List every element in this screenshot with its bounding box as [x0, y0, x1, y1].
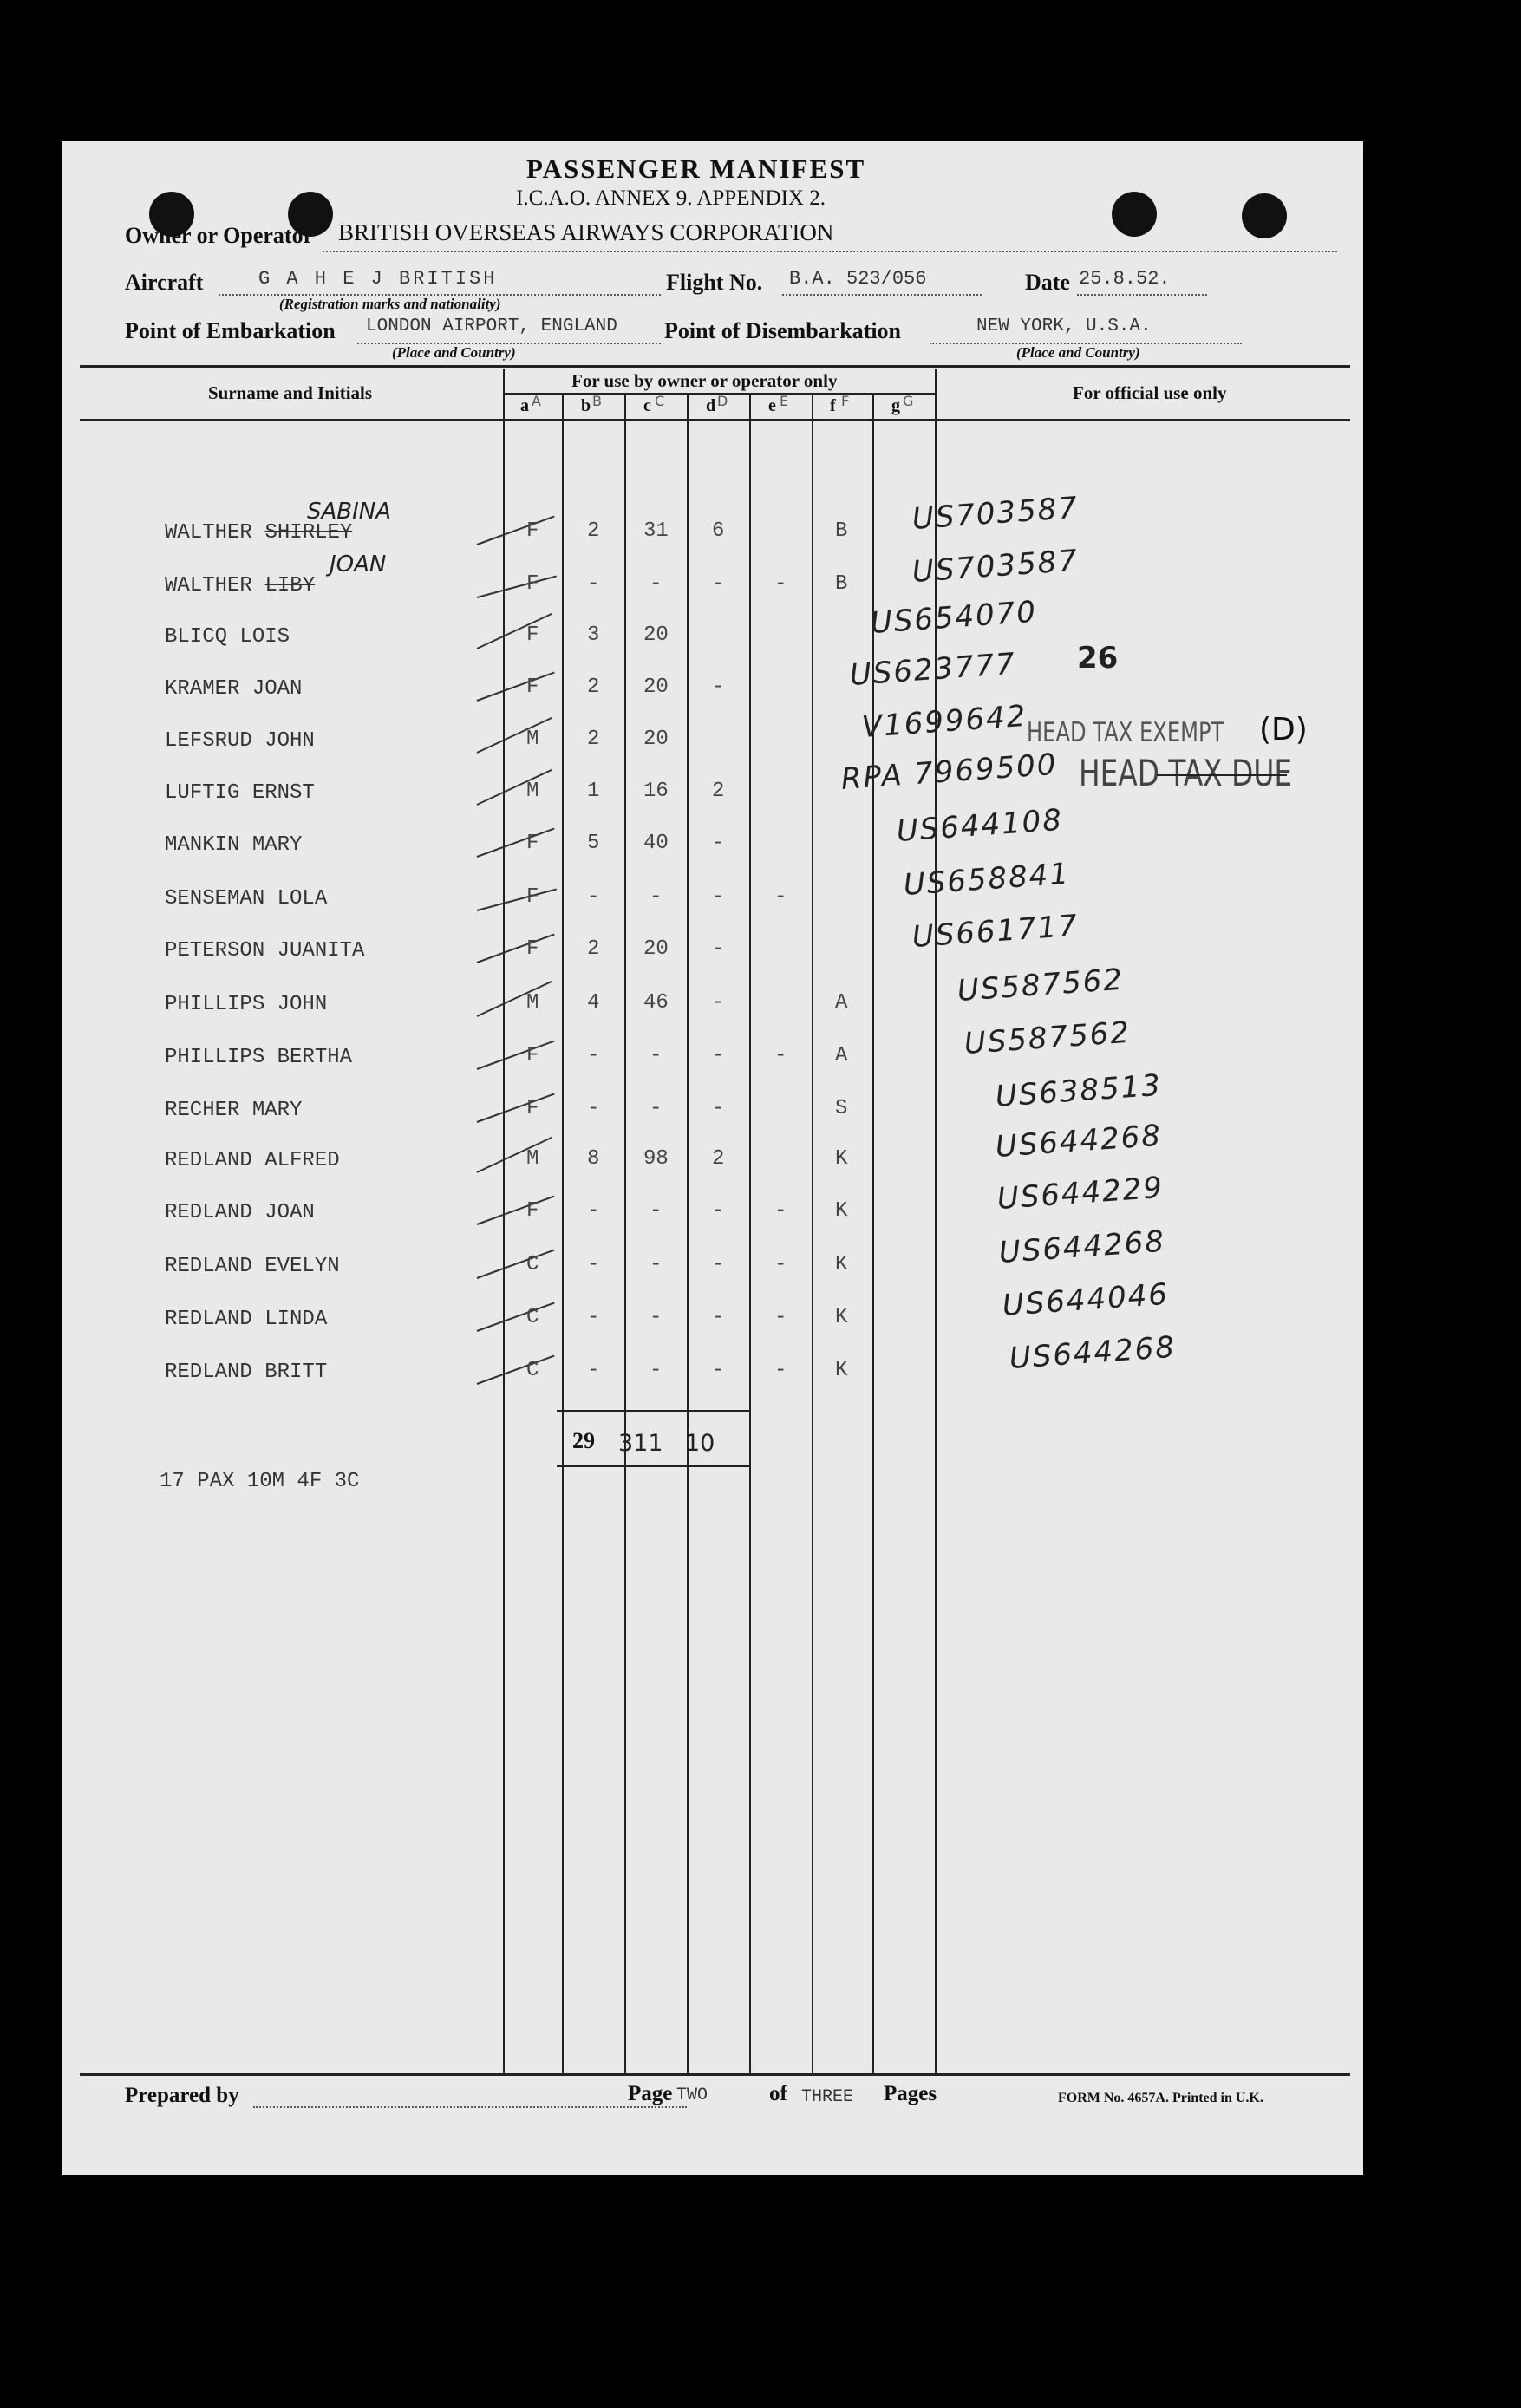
manifest-page [62, 141, 1363, 2175]
cell-a: M [526, 780, 539, 803]
aircraft-label: Aircraft [125, 270, 204, 295]
of-label: of [769, 2082, 787, 2105]
column-letter-c: c [643, 396, 651, 415]
passport-number: US654070 [869, 594, 1039, 641]
cell-c: - [650, 1044, 663, 1067]
passenger-name: KRAMER JOAN [165, 677, 303, 701]
cell-a: F [526, 885, 539, 909]
passenger-name: REDLAND ALFRED [165, 1149, 340, 1172]
cell-b: - [587, 1097, 600, 1120]
passport-number: US644108 [895, 802, 1065, 849]
column-letter-f: f [830, 396, 836, 415]
cell-c: 20 [643, 937, 669, 961]
passport-number: US658841 [902, 856, 1072, 903]
cell-f: K [835, 1199, 848, 1223]
cell-c: 46 [643, 991, 669, 1015]
cell-d: 6 [712, 519, 725, 543]
cell-a: C [526, 1306, 539, 1329]
check-tick [477, 613, 552, 649]
cell-d: - [712, 1044, 725, 1067]
flight-label: Flight No. [666, 270, 763, 295]
check-tick [477, 934, 555, 963]
column-divider [562, 393, 564, 2073]
column-letter-g: g [891, 396, 900, 415]
check-tick [477, 1250, 555, 1279]
passenger-name: REDLAND EVELYN [165, 1255, 340, 1278]
passport-number: US587562 [956, 962, 1126, 1008]
column-letter-handwritten: B [592, 393, 602, 409]
cell-e: - [774, 1199, 787, 1223]
cell-b: 4 [587, 991, 600, 1015]
passport-number: US661717 [911, 908, 1080, 955]
cell-d: - [712, 1253, 725, 1276]
check-tick [477, 769, 552, 806]
cell-a: M [526, 991, 539, 1015]
cell-a: F [526, 832, 539, 855]
cell-d: - [712, 1199, 725, 1223]
cell-b: - [587, 1199, 600, 1223]
column-letter-handwritten: E [780, 393, 789, 409]
check-tick [477, 1196, 555, 1225]
cell-f: K [835, 1147, 848, 1171]
cell-c: 40 [643, 832, 669, 855]
date-value: 25.8.52. [1079, 268, 1171, 290]
check-tick [477, 1093, 555, 1123]
struck-name: SHIRLEY [264, 521, 353, 545]
cell-b: - [587, 572, 600, 596]
punch-hole-3 [1112, 192, 1157, 237]
cell-c: 31 [643, 519, 669, 543]
cell-e: - [774, 1044, 787, 1067]
punch-hole-4 [1242, 193, 1287, 238]
cell-e: - [774, 885, 787, 909]
cell-a: C [526, 1359, 539, 1382]
cell-d: - [712, 1306, 725, 1329]
passport-number: US703587 [911, 490, 1080, 537]
cell-b: - [587, 1253, 600, 1276]
embarkation-value: LONDON AIRPORT, ENGLAND [366, 316, 617, 336]
column-letter-handwritten: D [717, 393, 728, 409]
exempt-code: (D) [1259, 712, 1308, 747]
cell-d: - [712, 572, 725, 596]
check-tick [477, 1041, 555, 1070]
owner-label: Owner or Operator [125, 223, 314, 248]
passenger-name: PETERSON JUANITA [165, 939, 365, 963]
column-letter-d: d [706, 396, 716, 415]
passport-number: V1699642 [860, 698, 1028, 745]
check-tick [477, 516, 555, 545]
passport-number: US703587 [911, 543, 1080, 590]
column-letter-e: e [768, 396, 776, 415]
cell-a: F [526, 1044, 539, 1067]
table-top-rule [80, 365, 1350, 368]
column-letter-handwritten: G [903, 393, 914, 409]
manifest-title: PASSENGER MANIFEST [526, 153, 866, 184]
cell-c: - [650, 1097, 663, 1120]
check-tick [477, 981, 552, 1017]
head-tax-due-strike [1157, 774, 1287, 776]
cell-b: 8 [587, 1147, 600, 1171]
column-divider [687, 393, 689, 2073]
cell-c: - [650, 572, 663, 596]
pages-label: Pages [884, 2082, 937, 2105]
cell-a: F [526, 623, 539, 647]
check-tick [477, 888, 557, 911]
passport-number: US587562 [963, 1015, 1133, 1061]
cell-a: F [526, 519, 539, 543]
owner-dotted-line [323, 251, 1337, 252]
cell-b: 2 [587, 519, 600, 543]
check-tick [477, 717, 552, 754]
passenger-name: RECHER MARY [165, 1099, 303, 1122]
disembarkation-label: Point of Disembarkation [664, 318, 901, 343]
passport-number: US644229 [996, 1170, 1165, 1217]
cell-d: - [712, 937, 725, 961]
cell-c: 20 [643, 728, 669, 751]
cell-b: 1 [587, 780, 600, 803]
passenger-name: LEFSRUD JOHN [165, 729, 315, 753]
check-tick [477, 575, 557, 598]
cell-a: M [526, 728, 539, 751]
cell-c: - [650, 1306, 663, 1329]
cell-b: - [587, 885, 600, 909]
stamp-number: 26 [1077, 641, 1119, 675]
passenger-summary: 17 PAX 10M 4F 3C [160, 1470, 360, 1493]
owner-value: BRITISH OVERSEAS AIRWAYS CORPORATION [338, 219, 834, 245]
passenger-name: MANKIN MARY [165, 833, 303, 857]
passport-number: US623777 [848, 646, 1018, 693]
passenger-name: SENSEMAN LOLA [165, 887, 328, 910]
passenger-name: REDLAND LINDA [165, 1308, 328, 1331]
cell-c: - [650, 885, 663, 909]
cell-c: 16 [643, 780, 669, 803]
check-tick [477, 1137, 552, 1173]
head-tax-due-stamp: HEAD TAX DUE [1079, 752, 1293, 794]
column-divider [749, 393, 751, 2073]
flight-dotted-line [782, 294, 982, 296]
cell-f: S [835, 1097, 848, 1120]
total-d: 10 [685, 1430, 715, 1457]
cell-e: - [774, 572, 787, 596]
flight-value: B.A. 523/056 [789, 268, 927, 290]
cell-b: 3 [587, 623, 600, 647]
cell-f: A [835, 991, 848, 1015]
registration-note: (Registration marks and nationality) [279, 296, 501, 312]
passport-number: US644268 [994, 1118, 1164, 1165]
cell-d: - [712, 832, 725, 855]
check-tick [477, 828, 555, 858]
table-header-rule [80, 419, 1350, 421]
cell-d: 2 [712, 1147, 725, 1171]
cell-a: F [526, 1199, 539, 1223]
check-tick [477, 1302, 555, 1332]
cell-c: - [650, 1359, 663, 1382]
cell-b: 2 [587, 675, 600, 699]
form-number: FORM No. 4657A. Printed in U.K. [1058, 2091, 1263, 2105]
cell-d: - [712, 675, 725, 699]
column-letter-a: a [520, 396, 529, 415]
passenger-name: WALTHER [165, 574, 252, 597]
cell-a: M [526, 1147, 539, 1171]
check-tick [477, 672, 555, 702]
column-divider [624, 393, 626, 2073]
cell-a: F [526, 1097, 539, 1120]
of-value: THREE [801, 2087, 854, 2107]
cell-a: F [526, 572, 539, 596]
cell-f: A [835, 1044, 848, 1067]
passport-number: US638513 [994, 1067, 1164, 1114]
cell-c: - [650, 1253, 663, 1276]
cell-f: B [835, 519, 848, 543]
manifest-subtitle: I.C.A.O. ANNEX 9. APPENDIX 2. [516, 186, 826, 210]
passport-number: RPA 7969500 [839, 747, 1059, 797]
column-letter-handwritten: C [655, 393, 665, 409]
passport-number: US644268 [1008, 1329, 1178, 1376]
cell-d: - [712, 991, 725, 1015]
official-use-header: For official use only [1073, 382, 1227, 403]
date-label: Date [1025, 270, 1070, 295]
cell-e: - [774, 1253, 787, 1276]
prepared-by-label: Prepared by [125, 2084, 239, 2107]
cell-c: - [650, 1199, 663, 1223]
cell-f: B [835, 572, 848, 596]
passenger-name: BLICQ LOIS [165, 625, 290, 649]
cell-d: 2 [712, 780, 725, 803]
embarkation-label: Point of Embarkation [125, 318, 336, 343]
owner-use-header: For use by owner or operator only [571, 370, 838, 391]
struck-name: LIBY [264, 574, 316, 597]
cell-f: K [835, 1306, 848, 1329]
column-letter-handwritten: F [841, 393, 850, 409]
check-tick [477, 1355, 555, 1385]
cell-d: - [712, 885, 725, 909]
disembarkation-value: NEW YORK, U.S.A. [976, 316, 1152, 336]
cell-b: - [587, 1359, 600, 1382]
column-divider [503, 369, 505, 2073]
passport-number: US644046 [1001, 1276, 1171, 1323]
cell-d: - [712, 1097, 725, 1120]
page-value: TWO [676, 2085, 708, 2105]
passport-number: US644268 [997, 1224, 1167, 1270]
totals-top-rule [557, 1410, 749, 1412]
passenger-name: REDLAND BRITT [165, 1361, 328, 1384]
cell-b: - [587, 1044, 600, 1067]
cell-b: 2 [587, 728, 600, 751]
head-tax-exempt-stamp: HEAD TAX EXEMPT [1027, 717, 1224, 748]
footer-rule [80, 2073, 1350, 2076]
cell-c: 20 [643, 623, 669, 647]
cell-f: K [835, 1359, 848, 1382]
cell-d: - [712, 1359, 725, 1382]
passenger-name: WALTHER [165, 521, 252, 545]
cell-a: C [526, 1253, 539, 1276]
total-b: 29 [572, 1428, 595, 1453]
passenger-name: REDLAND JOAN [165, 1201, 315, 1224]
totals-bottom-rule [557, 1465, 749, 1467]
column-letter-b: b [581, 396, 591, 415]
cell-a: F [526, 675, 539, 699]
cell-b: 5 [587, 832, 600, 855]
handwritten-name: JOAN [330, 551, 387, 578]
cell-e: - [774, 1359, 787, 1382]
passenger-name: PHILLIPS BERTHA [165, 1046, 353, 1069]
cell-f: K [835, 1253, 848, 1276]
page-label: Page [628, 2082, 673, 2105]
cell-e: - [774, 1306, 787, 1329]
surname-column-header: Surname and Initials [208, 382, 373, 403]
column-divider [872, 393, 874, 2073]
passenger-name: PHILLIPS JOHN [165, 993, 328, 1016]
total-c: 311 [618, 1430, 663, 1457]
column-divider [812, 393, 813, 2073]
disembarkation-note: (Place and Country) [1016, 344, 1140, 361]
column-letter-handwritten: A [532, 393, 541, 409]
cell-c: 98 [643, 1147, 669, 1171]
prepared-by-line [253, 2106, 687, 2108]
cell-b: 2 [587, 937, 600, 961]
handwritten-name: SABINA [307, 499, 392, 525]
cell-c: 20 [643, 675, 669, 699]
embarkation-note: (Place and Country) [392, 344, 516, 361]
cell-a: F [526, 937, 539, 961]
date-dotted-line [1077, 294, 1207, 296]
passenger-name: LUFTIG ERNST [165, 781, 315, 805]
cell-b: - [587, 1306, 600, 1329]
aircraft-value: G A H E J BRITISH [258, 268, 498, 290]
